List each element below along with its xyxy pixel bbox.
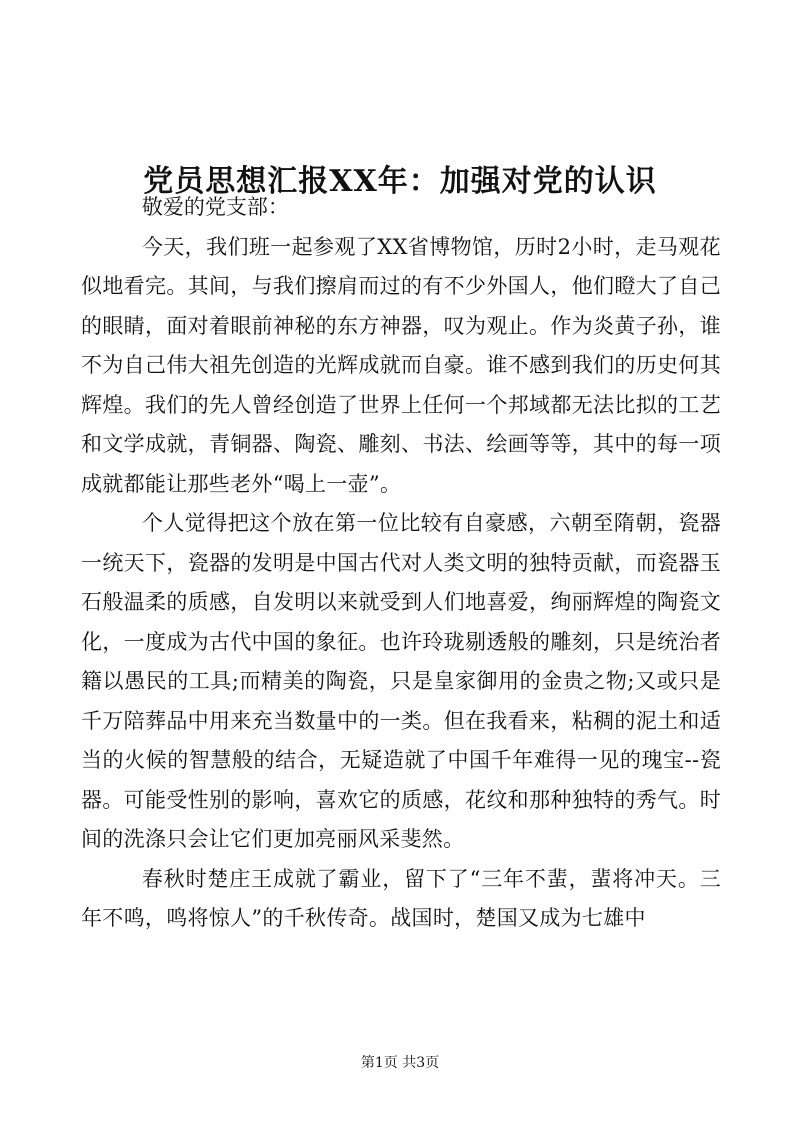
paragraph-1: 今天，我们班一起参观了XX省博物馆，历时2小时，走马观花似地看完。其间，与我们擦肩而过的有不少外国人，他们瞪大了自己的眼睛，面对着眼前神秘的东方神器，叹为观止。作为炎黄子孙，谁不为自己伟大祖先创造的光辉成就而自豪。谁不感到我们的历史何其辉煌。我们的先人曾经创造了世界上任何一个邦域都无法比拟的工艺和文学成就，青铜器、陶瓷、雕刻、书法、绘画等等，其中的每一项成就都能让那些老外“喝上一壶”。	[81, 234, 721, 496]
page-footer: 第1页 共3页	[360, 1055, 440, 1071]
paragraph-3: 春秋时楚庄王成就了霸业，留下了“三年不蜚，蜚将冲天。三年不鸣，鸣将惊人”的千秋传奇。战国时，楚国又成为七雄中	[81, 866, 721, 930]
paragraph-2: 个人觉得把这个放在第一位比较有自豪感，六朝至隋朝，瓷器一统天下，瓷器的发明是中国古代对人类文明的独特贡献，而瓷器玉石般温柔的质感，自发明以来就受到人们地喜爱，绚丽辉煌的陶瓷文化，一度成为古代中国的象征。也许玲珑剔透般的雕刻，只是统治者籍以愚民的工具;而精美的陶瓷，只是皇家御用的金贵之物;又或只是千万陪葬品中用来充当数量中的一类。但在我看来，粘稠的泥土和适当的火候的智慧般的结合，无疑造就了中国千年难得一见的瑰宝--瓷器。可能受性别的影响，喜欢它的质感，花纹和那种独特的秀气。时间的洗涤只会让它们更加亮丽风采斐然。	[81, 511, 721, 851]
document-title: 党员思想汇报XX年：加强对党的认识	[143, 164, 657, 200]
document-body	[81, 188, 721, 939]
salutation: 敬爱的党支部：	[141, 195, 289, 219]
